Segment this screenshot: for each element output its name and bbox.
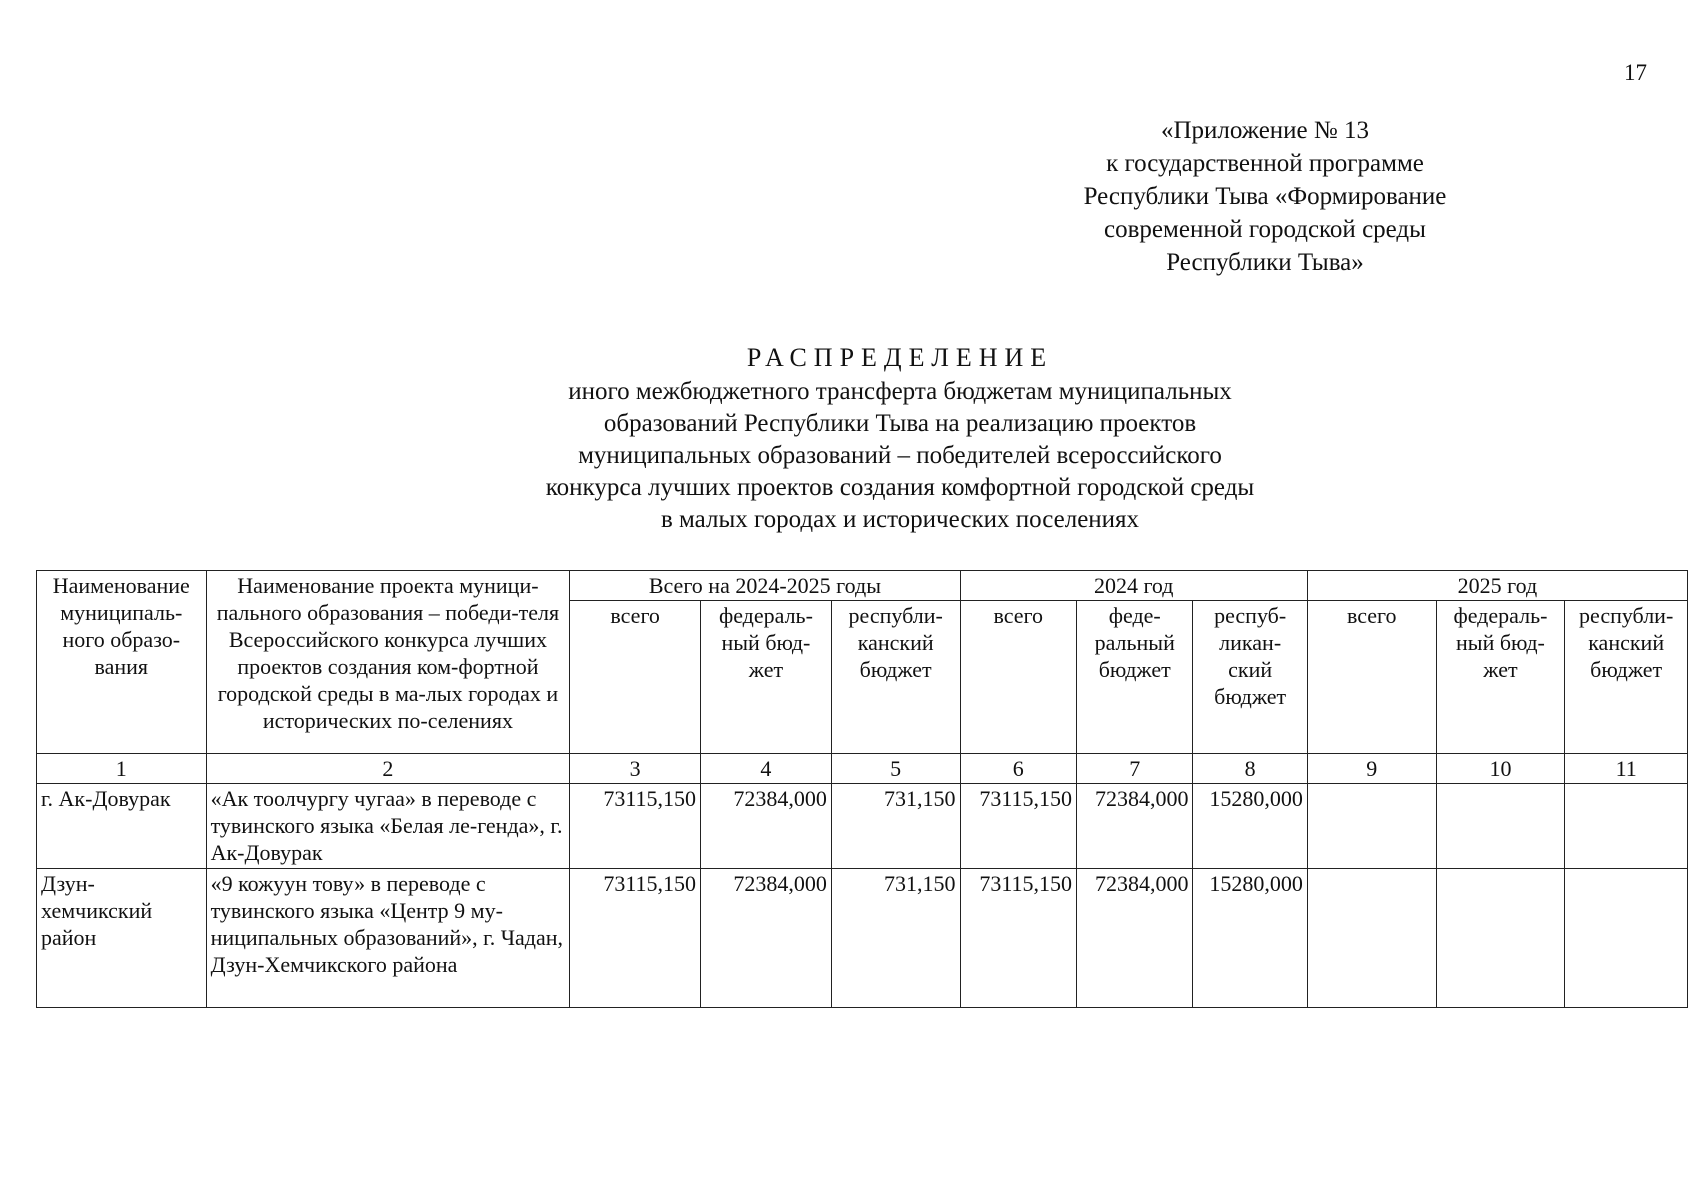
column-number: 6 bbox=[960, 754, 1076, 784]
cell-2025-republic bbox=[1565, 784, 1688, 869]
subheader-2025-all: всего bbox=[1307, 601, 1436, 754]
cell-2024-all: 73115,150 bbox=[960, 869, 1076, 1008]
appendix-line: современной городской среды bbox=[1104, 216, 1426, 243]
subheader-total-all: всего bbox=[570, 601, 701, 754]
cell-total-republic: 731,150 bbox=[831, 784, 960, 869]
table-row bbox=[37, 784, 1688, 869]
column-number: 11 bbox=[1565, 754, 1688, 784]
document-title bbox=[450, 342, 1350, 536]
subheader-2024-all: всего bbox=[960, 601, 1076, 754]
cell-total-federal: 72384,000 bbox=[701, 784, 832, 869]
subheader-2025-federal: федераль-ный бюд-жет bbox=[1436, 601, 1565, 754]
column-number: 3 bbox=[570, 754, 701, 784]
subheader-total-federal: федераль-ный бюд-жет bbox=[701, 601, 832, 754]
title-line: муниципальных образований – победителей всероссийского bbox=[578, 442, 1222, 469]
page-number: 17 bbox=[1624, 60, 1647, 85]
subheader-2024-federal: феде-ральный бюджет bbox=[1077, 601, 1193, 754]
col-header-municipality: Наименование муниципаль-ного образо-вания bbox=[37, 571, 207, 754]
subheader-2025-republic: республи-канский бюджет bbox=[1565, 601, 1688, 754]
column-number: 7 bbox=[1077, 754, 1193, 784]
cell-municipality: Дзун-хемчикский район bbox=[37, 869, 207, 1008]
cell-2025-republic bbox=[1565, 869, 1688, 1008]
col-header-project: Наименование проекта муници-пального образования – победи-теля Всероссийского конкурса лучших проектов создания ком-фортной городской среды в ма-лых городах и исторических по-селениях bbox=[206, 571, 570, 754]
title-heading: РАСПРЕДЕЛЕНИЕ bbox=[746, 343, 1054, 372]
cell-total-all: 73115,150 bbox=[570, 869, 701, 1008]
title-line: конкурса лучших проектов создания комфортной городской среды bbox=[545, 474, 1255, 501]
cell-2024-republic: 15280,000 bbox=[1193, 869, 1307, 1008]
appendix-note bbox=[1000, 114, 1530, 279]
column-number: 8 bbox=[1193, 754, 1307, 784]
cell-project: «Ак тоолчургу чугаа» в переводе с тувинского языка «Белая ле-генда», г. Ак-Довурак bbox=[206, 784, 570, 869]
table-row bbox=[37, 869, 1688, 1008]
cell-2024-federal: 72384,000 bbox=[1077, 784, 1193, 869]
cell-2024-all: 73115,150 bbox=[960, 784, 1076, 869]
column-number: 4 bbox=[701, 754, 832, 784]
group-header-2025: 2025 год bbox=[1307, 571, 1687, 601]
cell-2024-federal: 72384,000 bbox=[1077, 869, 1193, 1008]
column-number: 2 bbox=[206, 754, 570, 784]
title-line: в малых городах и исторических поселениях bbox=[660, 506, 1140, 533]
distribution-table bbox=[36, 570, 1688, 1008]
cell-2024-republic: 15280,000 bbox=[1193, 784, 1307, 869]
cell-2025-all bbox=[1307, 784, 1436, 869]
appendix-line: Республики Тыва «Формирование bbox=[1083, 183, 1447, 210]
column-number: 9 bbox=[1307, 754, 1436, 784]
cell-total-federal: 72384,000 bbox=[701, 869, 832, 1008]
cell-2025-all bbox=[1307, 869, 1436, 1008]
cell-project: «9 кожуун тову» в переводе с тувинского языка «Центр 9 му-ниципальных образований», г. Чадан, Дзун-Хемчикского района bbox=[206, 869, 570, 1008]
subheader-total-republic: республи-канский бюджет bbox=[831, 601, 960, 754]
column-number: 10 bbox=[1436, 754, 1565, 784]
column-number: 5 bbox=[831, 754, 960, 784]
appendix-line: Республики Тыва» bbox=[1166, 249, 1364, 276]
title-line: образований Республики Тыва на реализацию проектов bbox=[603, 410, 1197, 437]
appendix-line: к государственной программе bbox=[1106, 150, 1424, 177]
group-header-total: Всего на 2024-2025 годы bbox=[570, 571, 960, 601]
cell-2025-federal bbox=[1436, 869, 1565, 1008]
title-line: иного межбюджетного трансферта бюджетам муниципальных bbox=[568, 378, 1232, 405]
column-number: 1 bbox=[37, 754, 207, 784]
subheader-2024-republic: респуб-ликан-ский бюджет bbox=[1193, 601, 1307, 754]
cell-total-all: 73115,150 bbox=[570, 784, 701, 869]
group-header-2024: 2024 год bbox=[960, 571, 1307, 601]
cell-municipality: г. Ак-Довурак bbox=[37, 784, 207, 869]
cell-total-republic: 731,150 bbox=[831, 869, 960, 1008]
appendix-line: «Приложение № 13 bbox=[1160, 117, 1370, 144]
cell-2025-federal bbox=[1436, 784, 1565, 869]
column-number-row bbox=[37, 754, 1688, 784]
